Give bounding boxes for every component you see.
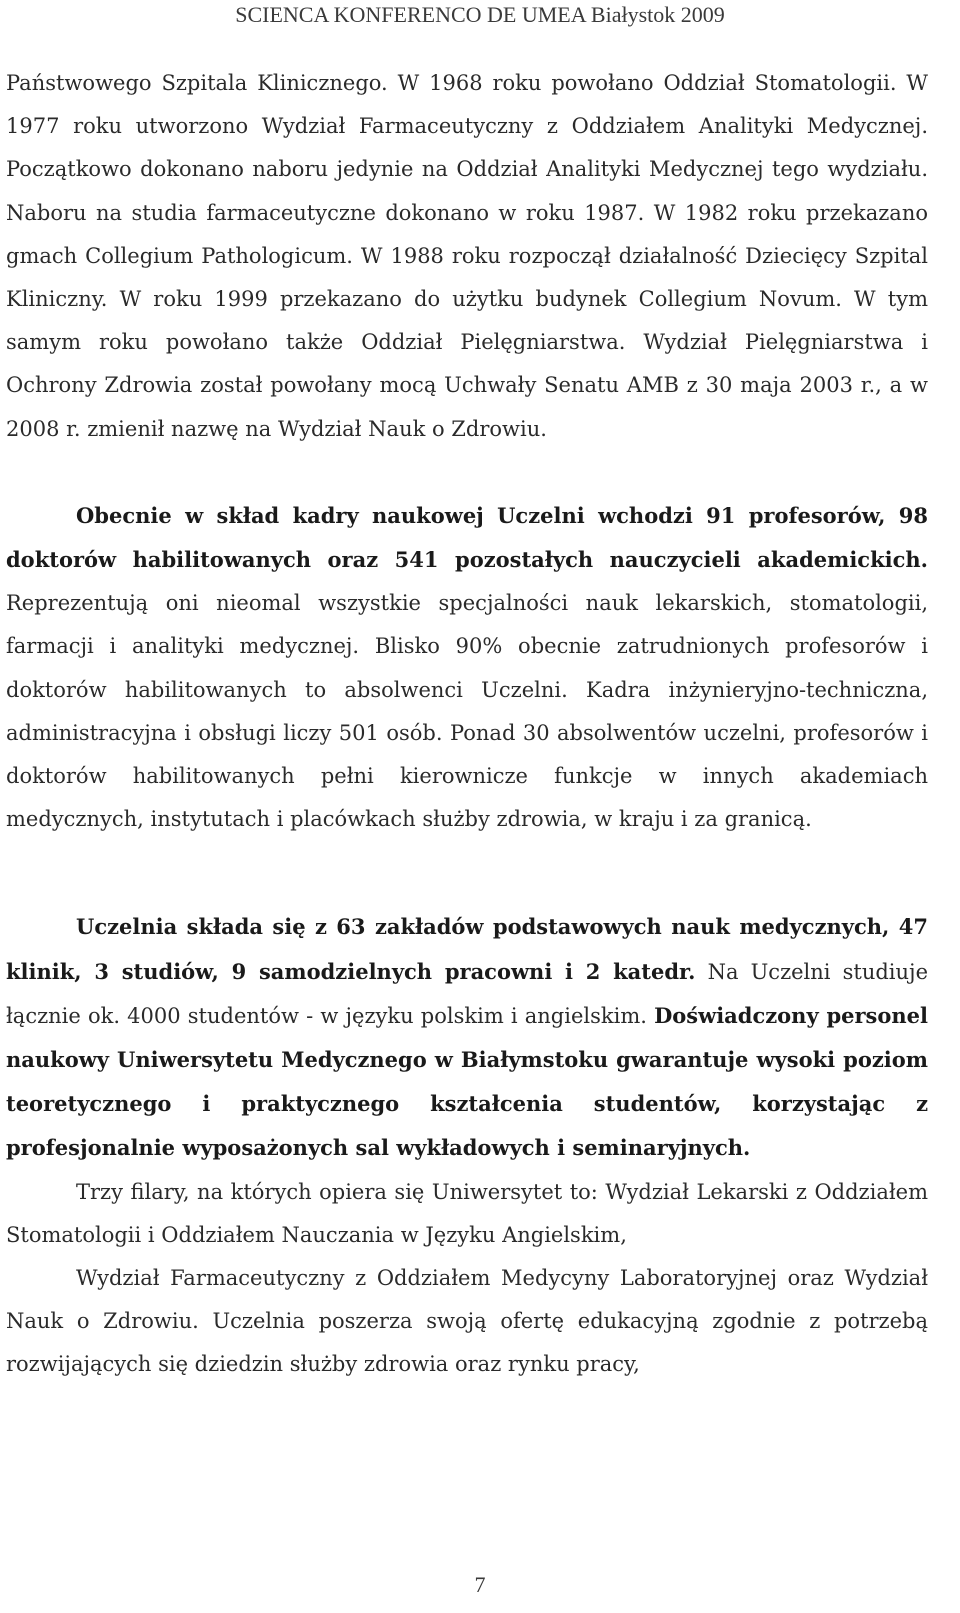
running-header: SCIENCA KONFERENCO DE UMEA Białystok 2009 bbox=[235, 2, 725, 27]
paragraph-staff bbox=[6, 494, 928, 842]
staff-highlight: Obecnie w skład kadry naukowej Uczelni wchodzi 91 profesorów, 98 doktorów habilitowanych oraz 541 pozostałych nauczycieli akademickich. bbox=[6, 502, 928, 573]
document-body bbox=[6, 62, 928, 1387]
paragraph-faculties: Wydział Farmaceutyczny z Oddziałem Medycyny Laboratoryjnej oraz Wydział Nauk o Zdrowiu. Uczelnia poszerza swoją ofertę edukacyjną zgodnie z potrzebą rozwijających się dziedzin służby zdrowia oraz rynku pracy, bbox=[6, 1266, 928, 1377]
personnel-highlight: Doświadczony personel naukowy Uniwersytetu Medycznego w Białymstoku gwarantuje wysoki poziom teoretycznego i praktycznego kształcenia studentów, korzystając z profesjonalnie wyposażonych sal wykładowych i seminaryjnych. bbox=[6, 1002, 928, 1161]
structure-text: Na Uczelni studiuje łącznie ok. 4000 studentów - w języku polskim i angielskim. bbox=[6, 959, 928, 1028]
paragraph-pillars: Trzy filary, na których opiera się Uniwersytet to: Wydział Lekarski z Oddziałem Stomatologii i Oddziałem Nauczania w Języku Angielskim, bbox=[6, 1179, 928, 1247]
structure-highlight: Uczelnia składa się z 63 zakładów podstawowych nauk medycznych, 47 klinik, 3 studiów, 9 samodzielnych pracowni i 2 katedr. bbox=[6, 914, 928, 984]
paragraph-structure bbox=[6, 905, 928, 1170]
staff-text: Reprezentują oni nieomal wszystkie specjalności nauk lekarskich, stomatologii, farmacji i analityki medycznej. Blisko 90% obecnie zatrudnionych profesorów i doktorów habilitowanych to absolwenci Uczelni. Kadra inżynieryjno-techniczna, administracyjna i obsługi liczy 501 osób. Ponad 30 absolwentów uczelni, profesorów i doktorów habilitowanych pełni kierownicze funkcje w innych akademiach medycznych, instytutach i placówkach służby zdrowia, w kraju i za granicą. bbox=[6, 591, 928, 832]
page-number: 7 bbox=[474, 1572, 486, 1597]
paragraph-history: Państwowego Szpitala Klinicznego. W 1968 roku powołano Oddział Stomatologii. W 1977 roku utworzono Wydział Farmaceutyczny z Oddziałem Analityki Medycznej. Początkowo dokonano naboru jedynie na Oddział Analityki Medycznej tego wydziału. Naboru na studia farmaceutyczne dokonano w roku 1987. W 1982 roku przekazano gmach Collegium Pathologicum. W 1988 roku rozpoczął działalność Dziecięcy Szpital Kliniczny. W roku 1999 przekazano do użytku budynek Collegium Novum. W tym samym roku powołano także Oddział Pielęgniarstwa. Wydział Pielęgniarstwa i Ochrony Zdrowia został powołany mocą Uchwały Senatu AMB z 30 maja 2003 r., a w 2008 r. zmienił nazwę na Wydział Nauk o Zdrowiu. bbox=[6, 71, 928, 441]
